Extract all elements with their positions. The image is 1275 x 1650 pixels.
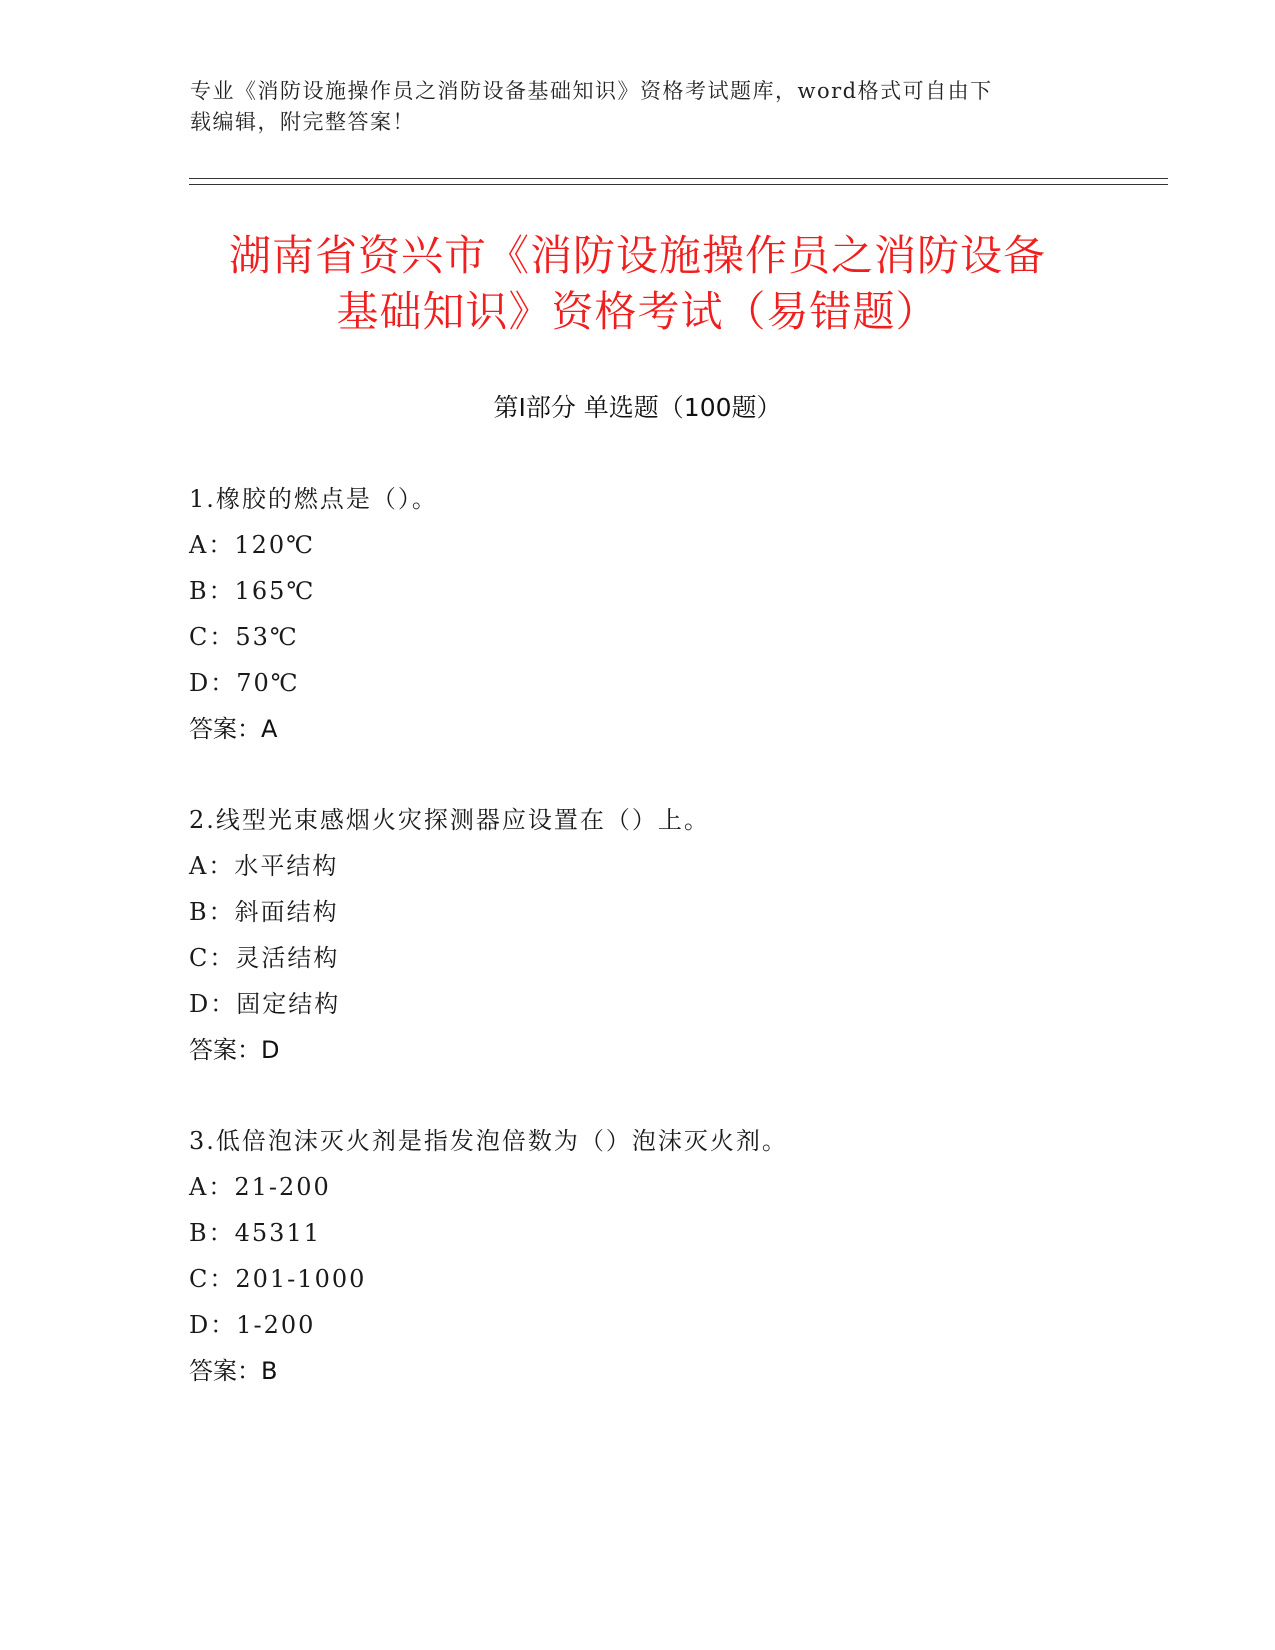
question-block xyxy=(189,797,1169,1073)
header-divider-bottom xyxy=(189,184,1168,185)
answer-line: 答案：B xyxy=(189,1357,278,1385)
option-text: 120℃ xyxy=(234,531,315,559)
header-divider-top xyxy=(189,178,1168,179)
option-c xyxy=(189,614,1169,660)
option-text: 水平结构 xyxy=(234,852,339,880)
option-d xyxy=(189,981,1169,1027)
option-c xyxy=(189,935,1169,981)
option-text: 201-1000 xyxy=(235,1265,367,1293)
option-label: D： xyxy=(189,990,237,1018)
option-text: 斜面结构 xyxy=(234,898,339,926)
document-title xyxy=(150,228,1125,340)
option-label: D： xyxy=(189,669,237,697)
option-b xyxy=(189,1210,1169,1256)
answer-line: 答案：A xyxy=(189,715,278,743)
question-stem: 3.低倍泡沫灭火剂是指发泡倍数为（）泡沫灭火剂。 xyxy=(189,1127,788,1155)
option-d xyxy=(189,660,1169,706)
option-d xyxy=(189,1302,1169,1348)
option-label: A： xyxy=(189,1173,235,1201)
option-text: 70℃ xyxy=(236,669,300,697)
question-stem: 1.橡胶的燃点是（）。 xyxy=(189,485,438,513)
title-line-1: 湖南省资兴市《消防设施操作员之消防设备 xyxy=(228,231,1046,280)
option-label: B： xyxy=(189,1219,235,1247)
option-label: B： xyxy=(189,898,235,926)
title-line-2: 基础知识》资格考试（易错题） xyxy=(336,287,939,336)
option-text: 1-200 xyxy=(236,1311,316,1339)
option-c xyxy=(189,1256,1169,1302)
question-stem: 2.线型光束感烟火灾探测器应设置在（）上。 xyxy=(189,806,710,834)
question-block xyxy=(189,476,1169,752)
intro-line-1: 专业《消防设施操作员之消防设备基础知识》资格考试题库，word格式可自由下 xyxy=(190,79,993,103)
option-label: C： xyxy=(189,623,236,651)
option-b xyxy=(189,889,1169,935)
option-label: C： xyxy=(189,1265,236,1293)
option-text: 固定结构 xyxy=(236,990,341,1018)
option-text: 21-200 xyxy=(234,1173,331,1201)
option-a xyxy=(189,843,1169,889)
option-a xyxy=(189,522,1169,568)
option-text: 165℃ xyxy=(234,577,316,605)
option-text: 45311 xyxy=(234,1219,321,1247)
option-b xyxy=(189,568,1169,614)
option-label: D： xyxy=(189,1311,237,1339)
option-label: C： xyxy=(189,944,236,972)
intro-line-2: 载编辑，附完整答案！ xyxy=(190,110,415,134)
option-label: B： xyxy=(189,577,235,605)
option-label: A： xyxy=(189,531,235,559)
question-block xyxy=(189,1118,1169,1394)
option-text: 53℃ xyxy=(235,623,299,651)
document-intro xyxy=(190,76,1090,138)
section-heading: 第Ⅰ部分 单选题（100题） xyxy=(493,393,782,422)
option-label: A： xyxy=(189,852,235,880)
option-text: 灵活结构 xyxy=(235,944,340,972)
answer-line: 答案：D xyxy=(189,1036,280,1064)
option-a xyxy=(189,1164,1169,1210)
